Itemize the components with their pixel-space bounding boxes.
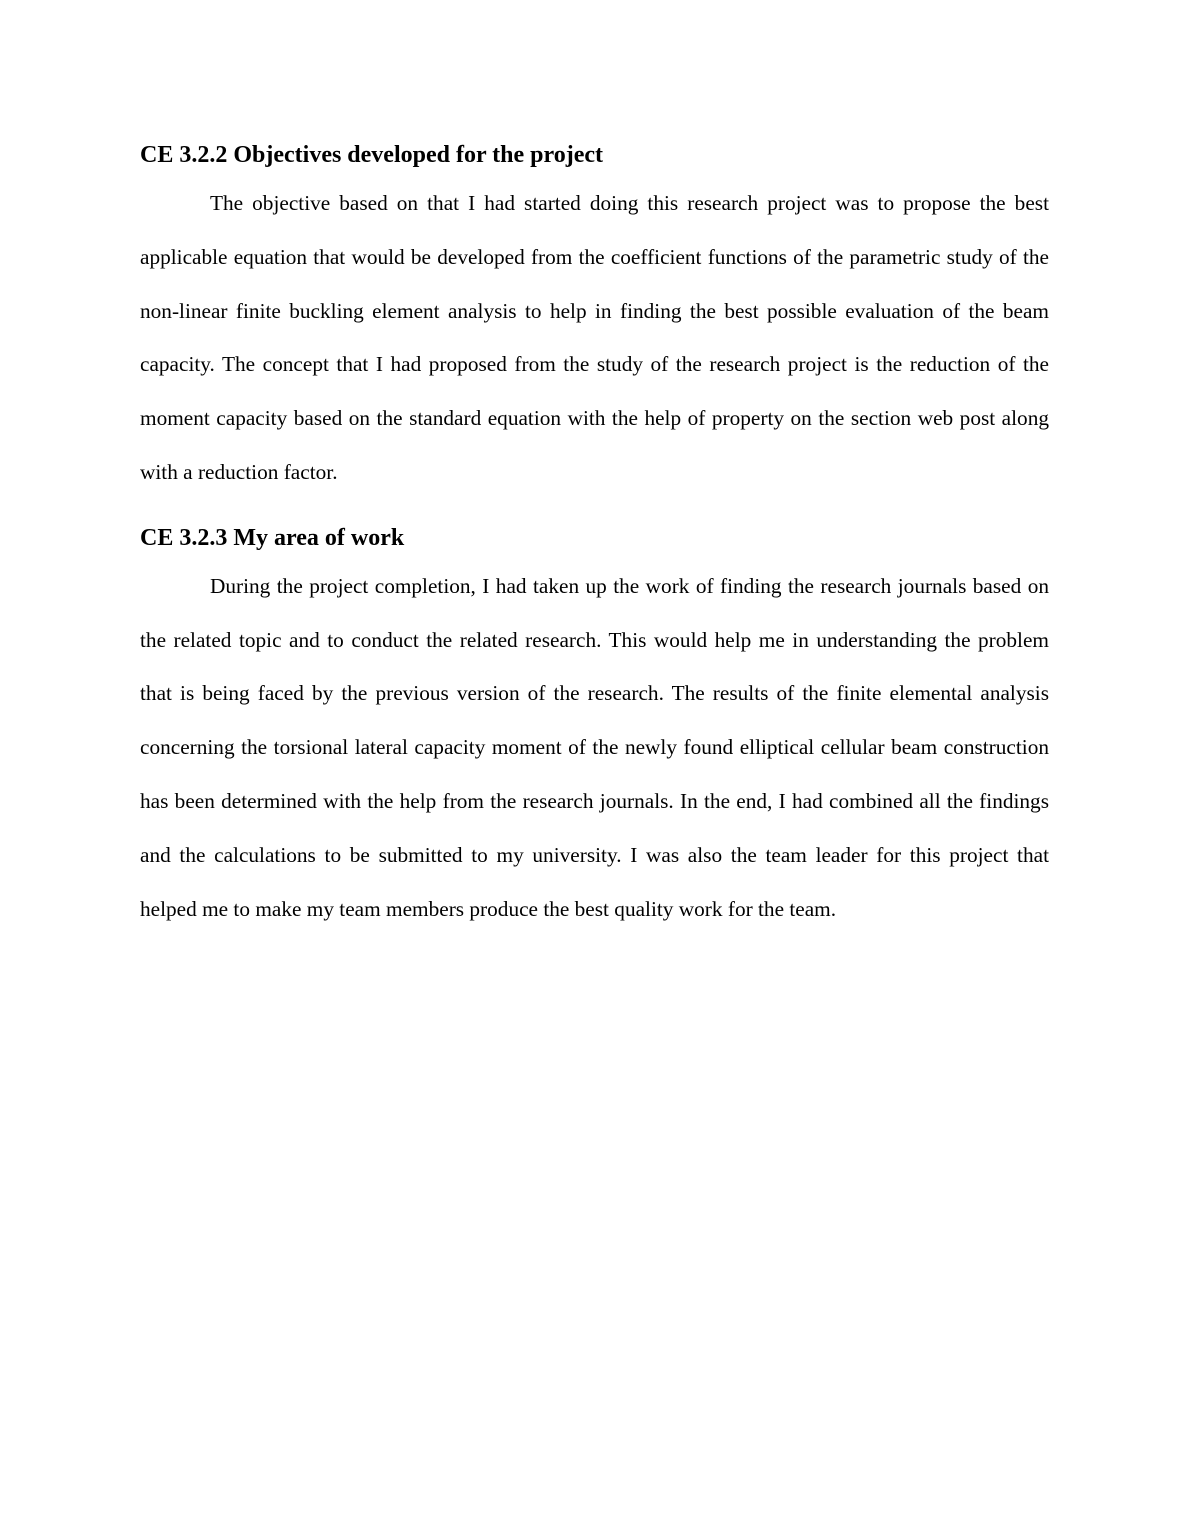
document-page [140, 136, 1049, 936]
section-heading: CE 3.2.3 My area of work [140, 524, 405, 551]
section-objectives [140, 136, 1049, 500]
section-heading: CE 3.2.2 Objectives developed for the project [140, 142, 604, 168]
section-paragraph: During the project completion, I had taken up the work of finding the research journals based on the related topic and to conduct the related research. This would help me in understanding the problem that is being faced by the previous version of the research. The results of the finite elemental analysis concerning the torsional lateral capacity moment of the newly found elliptical cellular beam construction has been determined with the help from the research journals. In the end, I had combined all the findings and the calculations to be submitted to my university. I was also the team leader for this project that helped me to make my team members produce the best quality work for the team. [140, 573, 1049, 921]
section-paragraph: The objective based on that I had started doing this research project was to propose the best applicable equation that would be developed from the coefficient functions of the parametric study of the non-linear finite buckling element analysis to help in finding the best possible evaluation of the beam capacity. The concept that I had proposed from the study of the research project is the reduction of the moment capacity based on the standard equation with the help of property on the section web post along with a reduction factor. [140, 191, 1049, 484]
section-area-of-work [140, 519, 1049, 937]
